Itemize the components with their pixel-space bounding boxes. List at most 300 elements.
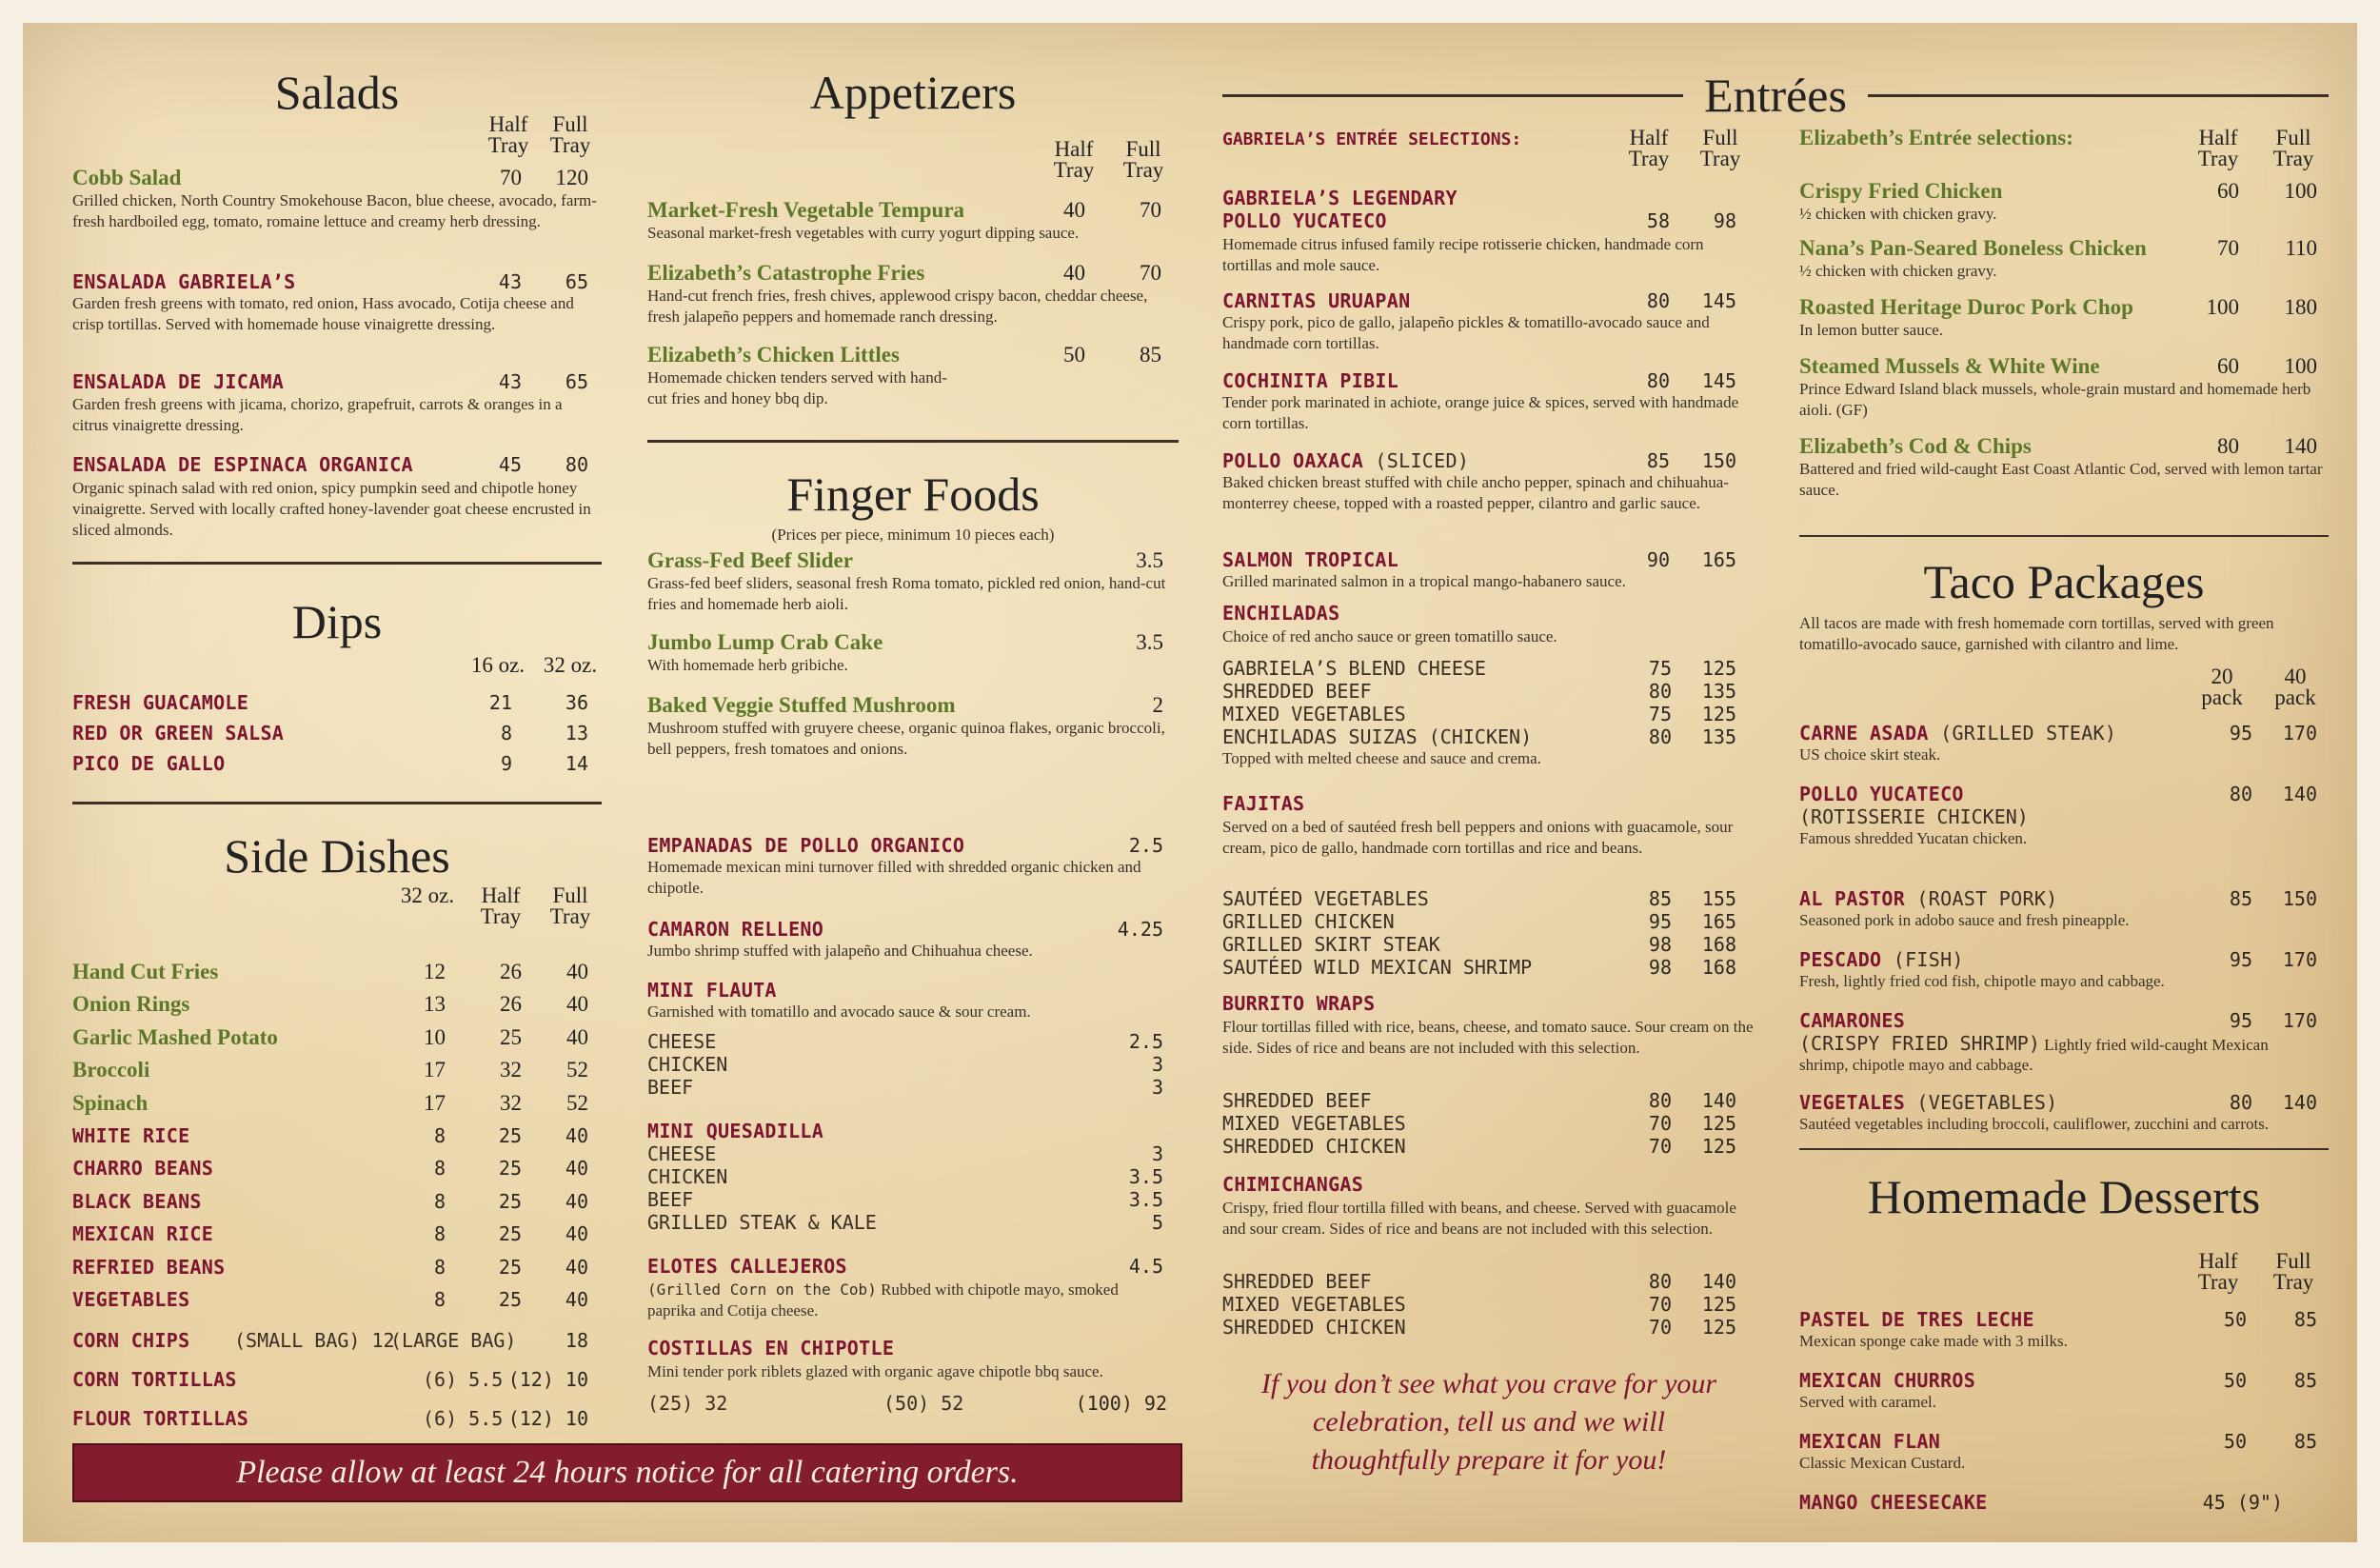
item-full-price: 85 [1140, 343, 1161, 367]
option-half-price: 70 [1648, 1112, 1672, 1135]
item-name: ENSALADA GABRIELA’S [72, 270, 296, 293]
item-full-price: 65 [565, 370, 588, 393]
item-name: POLLO YUCATECO [1799, 783, 1964, 805]
item-name [1222, 449, 1469, 472]
option-name: GABRIELA’S BLEND CHEESE [1222, 657, 1486, 680]
item-name: COSTILLAS EN CHIPOTLE [647, 1337, 895, 1360]
item-32oz-price: 10 [424, 1025, 446, 1049]
item-name: ELOTES CALLEJEROS [647, 1255, 847, 1278]
item-half-price: 25 [500, 1025, 522, 1049]
item-32oz-price: 8 [433, 1256, 446, 1279]
elizabeth-half-tray-header: Half Tray [2197, 126, 2239, 170]
item-name-line2: POLLO YUCATECO [1222, 209, 1387, 232]
item-32oz-price: 12 [424, 960, 446, 983]
item-name-qualifier: (VEGETABLES) [1905, 1091, 2058, 1114]
menu-item-mango-cheesecake [1799, 1491, 2329, 1519]
item-name: REFRIED BEANS [72, 1256, 226, 1279]
item-full-price: 52 [566, 1058, 588, 1082]
item-name [1799, 948, 1964, 971]
item-name [1799, 722, 2116, 744]
item-name: Elizabeth’s Chicken Littles [647, 343, 900, 367]
item-half-price: 32 [500, 1091, 522, 1115]
twelve-count-price: (12) 10 [507, 1407, 588, 1430]
option-row [1222, 657, 1755, 680]
item-32oz-price: 14 [565, 752, 588, 775]
option-full-price: 125 [1701, 1135, 1736, 1158]
taco-40-pack-header: 40 pack [2274, 665, 2316, 709]
item-price: 45 (9") [2202, 1491, 2283, 1514]
item-32oz-price: 8 [433, 1124, 446, 1147]
option-full-price: 140 [1701, 1089, 1736, 1112]
item-description: Baked chicken breast stuffed with chile ancho pepper, spinach and chihuahua-monterrey cheese, topped with a roasted pepper, cilantro and garlic sauce. [1222, 473, 1729, 512]
entrees-half-tray-header: Half Tray [1628, 126, 1670, 170]
menu-item-flour-tortillas [72, 1407, 602, 1436]
item-half-price: 50 [2223, 1369, 2247, 1392]
item-32oz-price: 17 [424, 1058, 446, 1082]
option-name: GRILLED CHICKEN [1222, 910, 1395, 933]
item-full-price: 65 [565, 270, 588, 293]
menu-item-salsa [72, 722, 602, 750]
option-full-price: 125 [1701, 1293, 1736, 1316]
item-name: PASTEL DE TRES LECHE [1799, 1308, 2034, 1331]
option-name: SHREDDED BEEF [1222, 1089, 1372, 1112]
item-name: CARNITAS URUAPAN [1222, 289, 1411, 312]
elotes-subtitle: (Grilled Corn on the Cob) [647, 1280, 877, 1299]
item-description: Battered and fried wild-caught East Coast Atlantic Cod, served with lemon tartar sauce. [1799, 460, 2323, 499]
item-name [1799, 1091, 2058, 1114]
large-bag-label: (LARGE BAG) [390, 1329, 517, 1352]
option-full-price: 135 [1701, 725, 1736, 748]
item-name: ENSALADA DE ESPINACA ORGANICA [72, 453, 413, 476]
option-full-price: 135 [1701, 680, 1736, 703]
item-half-price: 45 [498, 453, 522, 476]
item-name-qualifier: (FISH) [1881, 948, 1964, 971]
taco-20-pack-header: 20 pack [2201, 665, 2243, 709]
item-20-pack-price: 95 [2229, 1009, 2252, 1032]
item-half-price: 25 [498, 1124, 522, 1147]
option-name: SHREDDED BEEF [1222, 680, 1372, 703]
item-16oz-price: 21 [488, 691, 512, 714]
option-name: MIXED VEGETABLES [1222, 1293, 1406, 1316]
item-name: CORN TORTILLAS [72, 1368, 237, 1391]
item-name: Cobb Salad [72, 166, 182, 189]
option-price: 3 [1151, 1053, 1163, 1076]
item-40-pack-price: 140 [2282, 783, 2317, 805]
item-description: Fresh, lightly fried cod fish, chipotle mayo and cabbage. [1799, 972, 2165, 990]
item-description: US choice skirt steak. [1799, 745, 1941, 764]
item-half-price: 25 [498, 1157, 522, 1180]
closing-message: If you don’t see what you crave for your celebration, tell us and we will thoughtfully prepare it for you! [1260, 1368, 1717, 1476]
six-count-price: (6) 5.5 [423, 1407, 504, 1430]
menu-item-hand-cut-fries [72, 960, 602, 988]
sides-full-tray-header: Full Tray [549, 883, 591, 928]
item-description: Jumbo shrimp stuffed with jalapeño and Chihuahua cheese. [647, 942, 1033, 960]
item-name: ENCHILADAS [1222, 602, 1340, 625]
item-half-price: 58 [1646, 209, 1670, 232]
item-name: Hand Cut Fries [72, 960, 219, 983]
column-appetizers-finger-foods [647, 23, 1179, 1542]
item-full-price: 140 [2284, 434, 2317, 458]
section-title-salads: Salads [274, 66, 400, 119]
item-half-price: 25 [498, 1288, 522, 1311]
six-count-price: (6) 5.5 [423, 1368, 504, 1391]
item-half-price: 40 [1063, 261, 1085, 285]
item-half-price: 50 [2223, 1308, 2247, 1331]
item-half-price: 90 [1646, 548, 1670, 571]
item-half-price: 25 [498, 1190, 522, 1213]
item-name-text: VEGETALES [1799, 1091, 1906, 1114]
item-full-price: 150 [1701, 449, 1736, 472]
item-full-price: 145 [1701, 369, 1736, 392]
item-32oz-price: 13 [424, 992, 446, 1016]
section-title-desserts: Homemade Desserts [1867, 1170, 2261, 1223]
item-name: MEXICAN FLAN [1799, 1430, 1941, 1453]
item-description: Garden fresh greens with tomato, red onion, Hass avocado, Cotija cheese and crisp tortillas. Served with homemade house vinaigrette dressing. [72, 294, 574, 333]
item-name: FRESH GUACAMOLE [72, 691, 249, 714]
menu-item-corn-tortillas [72, 1368, 602, 1397]
option-name: SAUTÉED VEGETABLES [1222, 887, 1429, 910]
item-full-price: 52 [566, 1091, 588, 1115]
option-name: CHICKEN [647, 1053, 728, 1076]
item-half-price: 80 [1646, 289, 1670, 312]
item-full-price: 98 [1713, 209, 1736, 232]
dips-16oz-header: 16 oz. [470, 653, 526, 677]
item-name-text: CARNE ASADA [1799, 722, 1929, 744]
price-50-pieces: (50) 52 [883, 1392, 964, 1415]
item-half-price: 60 [2217, 179, 2239, 203]
item-name: CAMARON RELLENO [647, 918, 824, 941]
option-row [647, 1211, 1179, 1234]
twelve-count-price: (12) 10 [507, 1368, 588, 1391]
menu-item-vegetables [72, 1288, 602, 1317]
finger-foods-price-note: (Prices per piece, minimum 10 pieces each) [771, 526, 1055, 544]
item-name: Market-Fresh Vegetable Tempura [647, 198, 965, 222]
option-name: GRILLED STEAK & KALE [647, 1211, 877, 1234]
section-title-dips: Dips [291, 595, 383, 648]
column-elizabeth-tacos-desserts [1799, 23, 2329, 1542]
small-bag-price: (SMALL BAG) 12 [234, 1329, 395, 1352]
item-name: Elizabeth’s Catastrophe Fries [647, 261, 925, 285]
item-name-line1: GABRIELA’S LEGENDARY [1222, 187, 1458, 209]
item-full-price: 180 [2284, 295, 2317, 319]
item-description: Garnished with tomatillo and avocado sauce & sour cream. [647, 1002, 1031, 1021]
item-name-qualifier: (SLICED) [1363, 449, 1470, 472]
option-row [1222, 887, 1755, 910]
item-full-price: 145 [1701, 289, 1736, 312]
item-name: VEGETABLES [72, 1288, 190, 1311]
option-half-price: 85 [1648, 887, 1672, 910]
option-half-price: 70 [1648, 1135, 1672, 1158]
item-name-text: PESCADO [1799, 948, 1882, 971]
item-name: BLACK BEANS [72, 1190, 202, 1213]
section-title-taco-packages: Taco Packages [1923, 555, 2205, 608]
sides-32oz-header: 32 oz. [400, 883, 455, 907]
item-full-price: 40 [566, 992, 588, 1016]
option-name: SHREDDED CHICKEN [1222, 1135, 1406, 1158]
item-20-pack-price: 85 [2229, 887, 2252, 910]
item-price: 3.5 [1136, 630, 1163, 654]
option-price: 3 [1151, 1142, 1163, 1165]
menu-item-black-beans [72, 1190, 602, 1219]
appetizers-full-tray-header: Full Tray [1122, 137, 1164, 182]
sides-half-tray-header: Half Tray [480, 883, 522, 928]
section-divider [647, 440, 1179, 443]
item-description: Tender pork marinated in achiote, orange juice & spices, served with handmade corn tortillas. [1222, 393, 1739, 432]
item-full-price: 40 [565, 1190, 588, 1213]
item-description: Famous shredded Yucatan chicken. [1799, 829, 2028, 847]
item-name: CAMARONES [1799, 1009, 1906, 1032]
section-title-finger-foods: Finger Foods [786, 467, 1040, 521]
option-row [647, 1188, 1179, 1211]
menu-item-onion-rings [72, 992, 602, 1021]
option-price: 3.5 [1128, 1188, 1163, 1211]
column-salads-dips-sides [72, 23, 602, 1542]
item-name: ENSALADA DE JICAMA [72, 370, 285, 393]
item-full-price: 40 [566, 960, 588, 983]
menu-item-pico-de-gallo [72, 752, 602, 781]
price-100-pieces: (100) 92 [1075, 1392, 1167, 1415]
option-row [647, 1076, 1179, 1099]
item-name [1799, 887, 2058, 910]
item-full-price: 70 [1140, 198, 1161, 222]
camarones-subtitle: (CRISPY FRIED SHRIMP) [1799, 1032, 2040, 1055]
item-description: Served with caramel. [1799, 1393, 1936, 1411]
item-description: Mini tender pork riblets glazed with organic agave chipotle bbq sauce. [647, 1362, 1103, 1380]
option-full-price: 125 [1701, 1112, 1736, 1135]
item-description: With homemade herb gribiche. [647, 656, 848, 674]
section-divider [72, 562, 602, 565]
item-half-price: 40 [1063, 198, 1085, 222]
enchiladas-topping-note: Topped with melted cheese and sauce and crema. [1222, 749, 1541, 767]
option-name: CHEESE [647, 1142, 717, 1165]
item-name: MEXICAN RICE [72, 1222, 214, 1245]
item-description: Prince Edward Island black mussels, whole-grain mustard and homemade herb aioli. (GF) [1799, 380, 2311, 419]
item-price: 2.5 [1128, 834, 1163, 857]
item-name: Onion Rings [72, 992, 190, 1016]
item-name: BURRITO WRAPS [1222, 992, 1376, 1015]
item-name: WHITE RICE [72, 1124, 190, 1147]
item-full-price: 40 [565, 1124, 588, 1147]
item-half-price: 26 [500, 960, 522, 983]
item-description: Homemade mexican mini turnover filled with shredded organic chicken and chipotle. [647, 858, 1141, 897]
item-32oz-price: 13 [565, 722, 588, 744]
item-32oz-price: 8 [433, 1190, 446, 1213]
option-row [1222, 703, 1755, 725]
menu-item-spinach [72, 1091, 602, 1120]
elizabeth-heading-row [1799, 126, 2329, 154]
option-row [1222, 910, 1755, 933]
item-description: Grilled chicken, North Country Smokehouse Bacon, blue cheese, avocado, farm-fresh hardboiled egg, tomato, romaine lettuce and creamy herb dressing. [72, 191, 597, 230]
option-price: 5 [1151, 1211, 1163, 1234]
option-name: GRILLED SKIRT STEAK [1222, 933, 1440, 956]
menu-item-camarones [1799, 1009, 2329, 1032]
column-gabrielas-entrees [1222, 23, 1755, 1542]
item-40-pack-price: 150 [2282, 887, 2317, 910]
option-row [1222, 1135, 1755, 1158]
item-description: In lemon butter sauce. [1799, 321, 1944, 339]
item-20-pack-price: 95 [2229, 948, 2252, 971]
item-description: Seasoned pork in adobo sauce and fresh pineapple. [1799, 911, 2130, 929]
menu-item-corn-chips [72, 1329, 602, 1358]
option-half-price: 95 [1648, 910, 1672, 933]
item-name: CORN CHIPS [72, 1329, 190, 1352]
item-half-price: 80 [2217, 434, 2239, 458]
option-row [1222, 1316, 1755, 1339]
option-name: SAUTÉED WILD MEXICAN SHRIMP [1222, 956, 1533, 979]
item-subtitle: (ROTISSERIE CHICKEN) [1799, 805, 2029, 828]
item-name: FLOUR TORTILLAS [72, 1407, 249, 1430]
item-name: EMPANADAS DE POLLO ORGANICO [647, 834, 965, 857]
item-full-price: 40 [565, 1288, 588, 1311]
item-price: 2 [1152, 693, 1163, 717]
item-name: Elizabeth’s Cod & Chips [1799, 434, 2032, 458]
item-name: RED OR GREEN SALSA [72, 722, 285, 744]
camarones-desc-inline: Lightly fried wild-caught Mexican [2039, 1036, 2269, 1054]
item-description: ½ chicken with chicken gravy. [1799, 205, 1997, 223]
menu-item-white-rice [72, 1124, 602, 1153]
item-name: MINI QUESADILLA [647, 1120, 824, 1142]
menu-item-pollo-yucateco [1222, 187, 1755, 209]
option-row [1222, 680, 1755, 703]
entrees-full-tray-header: Full Tray [1699, 126, 1741, 170]
item-40-pack-price: 170 [2282, 722, 2317, 744]
item-name: Broccoli [72, 1058, 150, 1082]
item-description: Homemade citrus infused family recipe rotisserie chicken, handmade corn tortillas and mole sauce. [1222, 235, 1704, 274]
item-half-price: 43 [498, 370, 522, 393]
menu-item-charro-beans [72, 1157, 602, 1185]
option-full-price: 125 [1701, 703, 1736, 725]
item-description: Sautéed vegetables including broccoli, cauliflower, zucchini and carrots. [1799, 1115, 2270, 1133]
option-name: SHREDDED CHICKEN [1222, 1316, 1406, 1339]
item-name: Grass-Fed Beef Slider [647, 548, 853, 572]
option-price: 3.5 [1128, 1165, 1163, 1188]
item-description: Organic spinach salad with red onion, spicy pumpkin seed and chipotle honey vinaigrette. Served with locally crafted honey-lavender goat cheese encrusted in sliced almonds. [72, 479, 591, 539]
item-name-text: AL PASTOR [1799, 887, 1906, 910]
salads-half-tray-header: Half Tray [487, 112, 529, 157]
item-full-price: 40 [566, 1025, 588, 1049]
option-half-price: 75 [1648, 703, 1672, 725]
item-40-pack-price: 170 [2282, 948, 2317, 971]
option-name: MIXED VEGETABLES [1222, 1112, 1406, 1135]
item-full-price: 165 [1701, 548, 1736, 571]
item-half-price: 43 [498, 270, 522, 293]
option-name: CHICKEN [647, 1165, 728, 1188]
item-half-price: 80 [1646, 369, 1670, 392]
catering-notice-text: Please allow at least 24 hours notice for all catering orders. [236, 1455, 1019, 1490]
item-description: Served on a bed of sautéed fresh bell peppers and onions with guacamole, sour cream, pico de gallo, handmade corn tortillas and rice and beans. [1222, 818, 1734, 857]
section-divider [1799, 535, 2329, 537]
option-half-price: 70 [1648, 1293, 1672, 1316]
item-name: CHARRO BEANS [72, 1157, 214, 1180]
item-full-price: 40 [565, 1157, 588, 1180]
item-price: 3.5 [1136, 548, 1163, 572]
section-title-side-dishes: Side Dishes [224, 829, 450, 883]
option-name: BEEF [647, 1188, 694, 1211]
item-description: shrimp, chipotle mayo and cabbage. [1799, 1056, 2033, 1074]
option-half-price: 80 [1648, 680, 1672, 703]
item-full-price: 40 [565, 1222, 588, 1245]
menu-item-pollo-yucateco-taco [1799, 783, 2329, 805]
item-description: Flour tortillas filled with rice, beans, cheese, and tomato sauce. Sour cream on the side. Sides of rice and beans are not included with this selection. [1222, 1018, 1754, 1057]
item-half-price: 25 [498, 1222, 522, 1245]
menu-item-mexican-rice [72, 1222, 602, 1251]
item-half-price: 50 [2223, 1430, 2247, 1453]
item-price: 4.25 [1117, 918, 1163, 941]
elizabeth-full-tray-header: Full Tray [2272, 126, 2314, 170]
section-title-entrees: Entrées [1704, 69, 1847, 122]
item-description: Crispy, fried flour tortilla filled with beans, and cheese. Served with guacamole and sour cream. Sides of rice and beans are not included with this selection. [1222, 1199, 1736, 1238]
item-half-price: 100 [2206, 295, 2239, 319]
item-description: Grass-fed beef sliders, seasonal fresh Roma tomato, pickled red onion, hand-cut fries and homemade herb aioli. [647, 574, 1166, 613]
item-description: paprika and Cotija cheese. [647, 1301, 819, 1320]
item-name: Garlic Mashed Potato [72, 1025, 278, 1049]
item-name: MINI FLAUTA [647, 979, 777, 1002]
item-name-qualifier: (ROAST PORK) [1905, 887, 2058, 910]
option-half-price: 75 [1648, 657, 1672, 680]
option-half-price: 70 [1648, 1316, 1672, 1339]
item-16oz-price: 9 [500, 752, 512, 775]
item-description: Homemade chicken tenders served with hand-cut fries and honey bbq dip. [647, 368, 947, 407]
item-full-price: 80 [565, 453, 588, 476]
item-name: Baked Veggie Stuffed Mushroom [647, 693, 956, 717]
option-half-price: 80 [1648, 1089, 1672, 1112]
option-half-price: 80 [1648, 725, 1672, 748]
option-name: MIXED VEGETABLES [1222, 703, 1406, 725]
option-name: BEEF [647, 1076, 694, 1099]
item-description: Mexican sponge cake made with 3 milks. [1799, 1332, 2068, 1350]
option-full-price: 165 [1701, 910, 1736, 933]
item-description: Classic Mexican Custard. [1799, 1454, 1966, 1472]
item-full-price: 85 [2293, 1369, 2317, 1392]
large-bag-price: 18 [565, 1329, 588, 1352]
menu-item-fresh-guacamole [72, 691, 602, 720]
item-description: Choice of red ancho sauce or green tomatillo sauce. [1222, 627, 1557, 645]
option-full-price: 125 [1701, 1316, 1736, 1339]
option-row [1222, 1293, 1755, 1316]
option-price: 2.5 [1128, 1030, 1163, 1053]
item-32oz-price: 8 [433, 1157, 446, 1180]
item-half-price: 70 [500, 166, 522, 189]
item-20-pack-price: 80 [2229, 783, 2252, 805]
option-row [1222, 933, 1755, 956]
item-description: Hand-cut french fries, fresh chives, applewood crispy bacon, cheddar cheese, fresh jalapeño peppers and homemade ranch dressing. [647, 287, 1148, 326]
item-half-price: 32 [500, 1058, 522, 1082]
option-price: 3 [1151, 1076, 1163, 1099]
item-description: ½ chicken with chicken gravy. [1799, 262, 1997, 280]
option-name: SHREDDED BEEF [1222, 1270, 1372, 1293]
item-name: MANGO CHEESECAKE [1799, 1491, 1988, 1514]
option-row [647, 1030, 1179, 1053]
item-description: Garden fresh greens with jicama, chorizo, grapefruit, carrots & oranges in a citrus vinaigrette dressing. [72, 395, 563, 434]
item-half-price: 70 [2217, 236, 2239, 260]
option-row [1222, 1112, 1755, 1135]
elizabeth-selections-heading: Elizabeth’s Entrée selections: [1799, 126, 2073, 149]
item-half-price: 85 [1646, 449, 1670, 472]
option-name: ENCHILADAS SUIZAS (CHICKEN) [1222, 725, 1533, 748]
option-full-price: 155 [1701, 887, 1736, 910]
item-name: Steamed Mussels & White Wine [1799, 354, 2100, 378]
item-32oz-price: 36 [565, 691, 588, 714]
menu-item-garlic-mashed-potato [72, 1025, 602, 1054]
item-full-price: 85 [2293, 1308, 2317, 1331]
item-16oz-price: 8 [500, 722, 512, 744]
option-row [647, 1053, 1179, 1076]
item-half-price: 60 [2217, 354, 2239, 378]
item-price: 4.5 [1128, 1255, 1163, 1278]
item-32oz-price: 8 [433, 1222, 446, 1245]
item-description: Crispy pork, pico de gallo, jalapeño pickles & tomatillo-avocado sauce and handmade corn tortillas. [1222, 313, 1710, 352]
item-description: Seasonal market-fresh vegetables with curry yogurt dipping sauce. [647, 224, 1080, 242]
